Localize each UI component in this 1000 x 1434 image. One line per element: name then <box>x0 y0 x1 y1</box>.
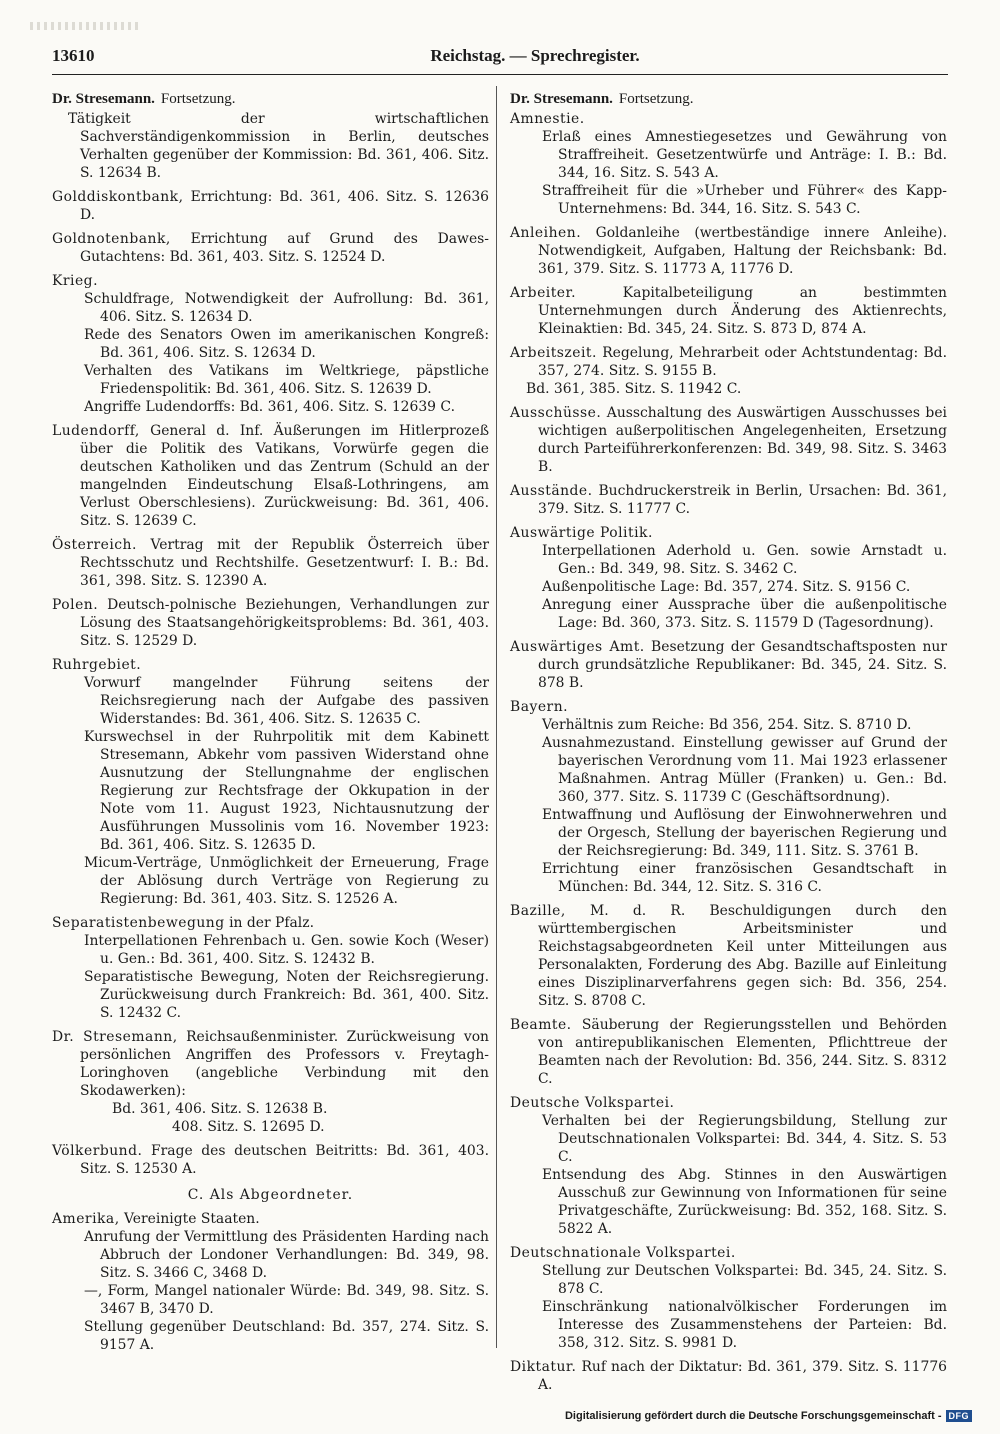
index-entry <box>510 404 947 476</box>
left-column <box>52 86 489 1360</box>
scan-artifact <box>30 22 140 30</box>
index-entry <box>52 536 489 590</box>
index-entry <box>52 188 489 224</box>
entry-topic: Auswärtige Politik. <box>510 525 653 541</box>
entry-topic: Österreich. <box>52 537 137 553</box>
entry-text <box>52 422 489 530</box>
entry-topic: Diktatur. <box>510 1359 577 1375</box>
entry-body: M. d. R. Beschuldigungen durch den württembergischen Arbeitsminister und Reichstagsabgeordneten Keil unter Mitteilungen aus Personalakten, Forderung des Abg. Bazille auf Einleitung eines Disziplinarverfahrens gegen sich: Bd. 356, 254. Sitz. S. 8708 C. <box>538 903 947 1009</box>
entry-topic: Golddiskontbank, <box>52 189 184 205</box>
index-entry <box>52 230 489 266</box>
credit-text: Digitalisierung gefördert durch die Deutsche Forschungsgemeinschaft - <box>564 1410 942 1422</box>
entry-text <box>510 1358 947 1394</box>
entry-topic: Arbeiter. <box>510 285 577 301</box>
entry-subitem: Straffreiheit für die »Urheber und Führer« des Kapp-Unternehmens: Bd. 344, 16. Sitz. S. 543 C. <box>542 183 947 217</box>
entry-subitem: Ausnahmezustand. Einstellung gewisser auf Grund der bayerischen Verordnung vom 11. Mai 1923 erlassener Maßnahmen. Antrag Müller (Franken) u. Gen.: Bd. 360, 377. Sitz. S. 11739 C (Geschäftsordnung). <box>542 735 947 805</box>
entry-body: Besetzung der Gesandtschaftsposten nur durch grundsätzliche Republikaner: Bd. 345, 24. Sitz. S. 878 B. <box>538 639 947 691</box>
entry-subitem: Micum-Verträge, Unmöglichkeit der Erneuerung, Frage der Ablösung durch Verträge von Regierung zu Regierung: Bd. 361, 403. Sitz. S. 12526 A. <box>84 855 489 907</box>
entry-subitem: Kurswechsel in der Ruhrpolitik mit dem Kabinett Stresemann, Abkehr vom passiven Widerstand ohne Ausnutzung der Stellungnahme der englischen Regierung zur Rechtsfrage der Okkupation in der Note vom 11. August 1923, Nichtausnutzung der Ausführungen Mussolinis vom 16. November 1923: Bd. 361, 406. Sitz. S. 12635 D. <box>84 729 489 853</box>
entry-subitem: Angriffe Ludendorffs: Bd. 361, 406. Sitz. S. 12639 C. <box>84 399 455 415</box>
entry-body: Errichtung auf Grund des Dawes-Gutachtens: Bd. 361, 403. Sitz. S. 12524 D. <box>80 231 489 265</box>
digitization-credit <box>565 1410 972 1422</box>
index-entry <box>52 272 489 416</box>
index-entry <box>52 914 489 1022</box>
entry-topic: Völkerbund. <box>52 1143 143 1159</box>
entry-topic: Dr. Stresemann, <box>52 1029 178 1045</box>
entry-subitem: Verhalten bei der Regierungsbildung, Stellung zur Deutschnationalen Volkspartei: Bd. 344, 4. Sitz. S. 53 C. <box>542 1113 947 1165</box>
index-entry <box>510 524 947 632</box>
entry-text <box>510 902 947 1010</box>
page-title: Reichstag. — Sprechregister. <box>430 46 640 65</box>
speaker-name: Dr. Stresemann. <box>52 91 155 107</box>
index-entry <box>52 1142 489 1178</box>
speaker-heading <box>52 90 489 108</box>
entry-reference: Bd. 361, 406. Sitz. S. 12638 B. <box>112 1101 328 1117</box>
entry-topic: Auswärtiges Amt. <box>510 639 645 655</box>
entry-subitem: Vorwurf mangelnder Führung seitens der Reichsregierung nach der Aufgabe des passiven Widerstandes: Bd. 361, 406. Sitz. S. 12635 C. <box>84 675 489 727</box>
index-entry <box>510 110 947 218</box>
entry-subitem: Interpellationen Aderhold u. Gen. sowie Arnstadt u. Gen.: Bd. 349, 98. Sitz. S. 3462 C. <box>542 543 947 577</box>
index-entry <box>510 344 947 398</box>
index-entry <box>52 110 489 182</box>
entry-subitem: Stellung zur Deutschen Volkspartei: Bd. 345, 24. Sitz. S. 878 C. <box>542 1263 947 1297</box>
entry-subitem: Interpellationen Fehrenbach u. Gen. sowie Koch (Weser) u. Gen.: Bd. 361, 400. Sitz. S. 12432 B. <box>84 933 489 967</box>
entry-text <box>52 1210 489 1228</box>
entry-subitem: Verhalten des Vatikans im Weltkriege, päpstliche Friedenspolitik: Bd. 361, 406. Sitz. S. 12639 D. <box>84 363 489 397</box>
entry-text <box>510 284 947 338</box>
entry-topic: Polen. <box>52 597 99 613</box>
entry-body: Deutsch-polnische Beziehungen, Verhandlungen zur Lösung des Staatsangehörigkeitsproblems: Bd. 361, 403. Sitz. S. 12529 D. <box>80 597 489 649</box>
index-entry <box>510 1244 947 1352</box>
speaker-heading <box>510 90 947 108</box>
index-entry <box>510 698 947 896</box>
index-entry <box>52 1028 489 1136</box>
index-entry <box>510 284 947 338</box>
entry-topic: Krieg. <box>52 273 98 289</box>
entry-body: Regelung, Mehrarbeit oder Achtstundentag: Bd. 357, 274. Sitz. S. 9155 B. <box>538 345 947 379</box>
entry-text <box>52 536 489 590</box>
entry-topic: Ausstände. <box>510 483 593 499</box>
entry-text <box>52 1028 489 1100</box>
index-entry <box>510 1094 947 1238</box>
entry-body: Frage des deutschen Beitritts: Bd. 361, 403. Sitz. S. 12530 A. <box>80 1143 489 1177</box>
entry-topic: Amnestie. <box>510 111 585 127</box>
entry-reference: 408. Sitz. S. 12695 D. <box>172 1119 325 1135</box>
entry-topic: Separatistenbewegung <box>52 915 225 931</box>
index-entry <box>52 1210 489 1354</box>
entry-subitem: Einschränkung nationalvölkischer Forderungen im Interesse des Zusammenstehens der Parteien: Bd. 358, 312. Sitz. S. 9981 D. <box>542 1299 947 1351</box>
entry-subitem: Entwaffnung und Auflösung der Einwohnerwehren und der Orgesch, Stellung der bayerischen Regierung und der Reichsregierung: Bd. 349, 111. Sitz. S. 3761 B. <box>542 807 947 859</box>
entry-text <box>510 224 947 278</box>
entry-text <box>510 344 947 380</box>
entry-body: General d. Inf. Äußerungen im Hitlerprozeß über die Politik des Vatikans, Vorwürfe gegen die deutschen Katholiken und das Zentrum (Schuld an der mangelnden Eindeutschung Elsaß-Lothringens, am Verlust Oberschlesiens). Zurückweisung: Bd. 361, 406. Sitz. S. 12639 C. <box>80 423 489 529</box>
entry-subitem: Errichtung einer französischen Gesandtschaft in München: Bd. 344, 12. Sitz. S. 316 C. <box>542 861 947 895</box>
index-entry <box>510 902 947 1010</box>
entry-text <box>510 482 947 518</box>
entry-topic: Ausschüsse. <box>510 405 602 421</box>
right-column <box>510 86 947 1400</box>
entry-body: Vereinigte Staaten. <box>124 1211 260 1227</box>
entry-text <box>52 1142 489 1178</box>
entry-body: Goldanleihe (wertbeständige innere Anleihe). Notwendigkeit, Aufgaben, Haltung der Reichsbank: Bd. 361, 379. Sitz. S. 11773 A, 11776 D. <box>538 225 947 277</box>
entry-body: in der Pfalz. <box>229 915 314 931</box>
entry-subitem: Rede des Senators Owen im amerikanischen Kongreß: Bd. 361, 406. Sitz. S. 12634 D. <box>84 327 489 361</box>
entry-body: Säuberung der Regierungsstellen und Behörden von antirepublikanischen Elementen, Pflichttreue der Beamten nach der Revolution: Bd. 356, 244. Sitz. S. 8312 C. <box>538 1017 947 1087</box>
index-entry <box>510 1016 947 1088</box>
entry-topic: Ruhrgebiet. <box>52 657 142 673</box>
speaker-continuation: Fortsetzung. <box>160 91 236 107</box>
speaker-continuation: Fortsetzung. <box>618 91 694 107</box>
entry-body: Kapitalbeteiligung an bestimmten Unternehmungen durch Änderung des Aktienrechts, Kleinaktien: Bd. 345, 24. Sitz. S. 873 D, 874 A. <box>538 285 947 337</box>
entry-body: Ausschaltung des Auswärtigen Ausschusses bei wichtigen außerpolitischen Angelegenheiten, Ersetzung durch Parteiführerkonferenzen: Bd. 349, 98. Sitz. S. 3463 B. <box>538 405 947 475</box>
entry-subitem: Schuldfrage, Notwendigkeit der Aufrollung: Bd. 361, 406. Sitz. S. 12634 D. <box>84 291 489 325</box>
index-entry <box>52 422 489 530</box>
entry-body: Reichsaußenminister. Zurückweisung von persönlichen Angriffen des Professors v. Freytagh-Loringhoven (angebliche Verbindung mit den Skodawerken): <box>80 1029 490 1099</box>
entry-subitem: Anregung einer Aussprache über die außenpolitische Lage: Bd. 360, 373. Sitz. S. 11579 D (Tagesordnung). <box>542 597 947 631</box>
entry-text <box>510 1016 947 1088</box>
index-entry <box>52 656 489 908</box>
index-entry <box>510 638 947 692</box>
entry-topic: Bayern. <box>510 699 569 715</box>
entry-subitem: Entsendung des Abg. Stinnes in den Auswärtigen Ausschuß zur Gewinnung von Informationen für seine Privatgeschäfte, Zurückweisung: Bd. 352, 168. Sitz. S. 5822 A. <box>542 1167 947 1237</box>
entry-subitem: Separatistische Bewegung, Noten der Reichsregierung. Zurückweisung durch Frankreich: Bd. 361, 400. Sitz. S. 12432 C. <box>84 969 489 1021</box>
entry-topic: Deutsche Volkspartei. <box>510 1095 675 1111</box>
entry-text: Tätigkeit der wirtschaftlichen Sachverständigenkommission in Berlin, deutsches Verhalten gegenüber der Kommission: Bd. 361, 406. Sitz. S. 12634 B. <box>68 111 489 181</box>
entry-text <box>52 188 489 224</box>
entry-topic: Bazille, <box>510 903 566 919</box>
index-entry <box>510 224 947 278</box>
entry-subitem: Anrufung der Vermittlung des Präsidenten Harding nach Abbruch der Londoner Verhandlungen: Bd. 349, 98. Sitz. S. 3466 C, 3468 D. <box>84 1229 489 1281</box>
entry-topic: Beamte. <box>510 1017 572 1033</box>
entry-body: Vertrag mit der Republik Österreich über Rechtsschutz und Rechtshilfe. Gesetzentwurf: I. B.: Bd. 361, 398. Sitz. S. 12390 A. <box>80 537 489 589</box>
entry-text <box>510 638 947 692</box>
section-heading: C. Als Abgeordneter. <box>187 1187 354 1203</box>
entry-reference: Bd. 361, 385. Sitz. S. 11942 C. <box>526 381 742 397</box>
entry-topic: Goldnotenbank, <box>52 231 171 247</box>
entry-text <box>52 596 489 650</box>
entry-subitem: Verhältnis zum Reiche: Bd 356, 254. Sitz. S. 8710 D. <box>542 717 912 733</box>
entry-body: Buchdruckerstreik in Berlin, Ursachen: Bd. 361, 379. Sitz. S. 11777 C. <box>538 483 947 517</box>
dfg-logo: DFG <box>946 1410 973 1422</box>
entry-subitem: —, Form, Mangel nationaler Würde: Bd. 349, 98. Sitz. S. 3467 B, 3470 D. <box>84 1283 489 1317</box>
index-entry <box>510 482 947 518</box>
index-entry <box>510 1358 947 1394</box>
entry-topic: Amerika, <box>52 1211 120 1227</box>
entry-topic: Ludendorff, <box>52 423 140 439</box>
speaker-name: Dr. Stresemann. <box>510 91 613 107</box>
entry-topic: Anleihen. <box>510 225 582 241</box>
entry-text <box>510 404 947 476</box>
entry-body: Errichtung: Bd. 361, 406. Sitz. S. 12636 D. <box>80 189 490 223</box>
entry-body: Ruf nach der Diktatur: Bd. 361, 379. Sitz. S. 11776 A. <box>538 1359 947 1393</box>
entry-topic: Deutschnationale Volkspartei. <box>510 1245 736 1261</box>
entry-text <box>52 230 489 266</box>
entry-subitem: Stellung gegenüber Deutschland: Bd. 357, 274. Sitz. S. 9157 A. <box>84 1319 489 1353</box>
entry-text <box>52 914 489 932</box>
entry-topic: Arbeitszeit. <box>510 345 597 361</box>
page-number: 13610 <box>52 46 95 65</box>
entry-subitem: Erlaß eines Amnestiegesetzes und Gewährung von Straffreiheit. Gesetzentwürfe und Anträge: I. B.: Bd. 344, 16. Sitz. S. 543 A. <box>542 129 947 181</box>
header-rule <box>52 74 948 75</box>
column-divider <box>496 86 497 1348</box>
index-entry <box>52 596 489 650</box>
entry-subitem: Außenpolitische Lage: Bd. 357, 274. Sitz. S. 9156 C. <box>542 579 911 595</box>
